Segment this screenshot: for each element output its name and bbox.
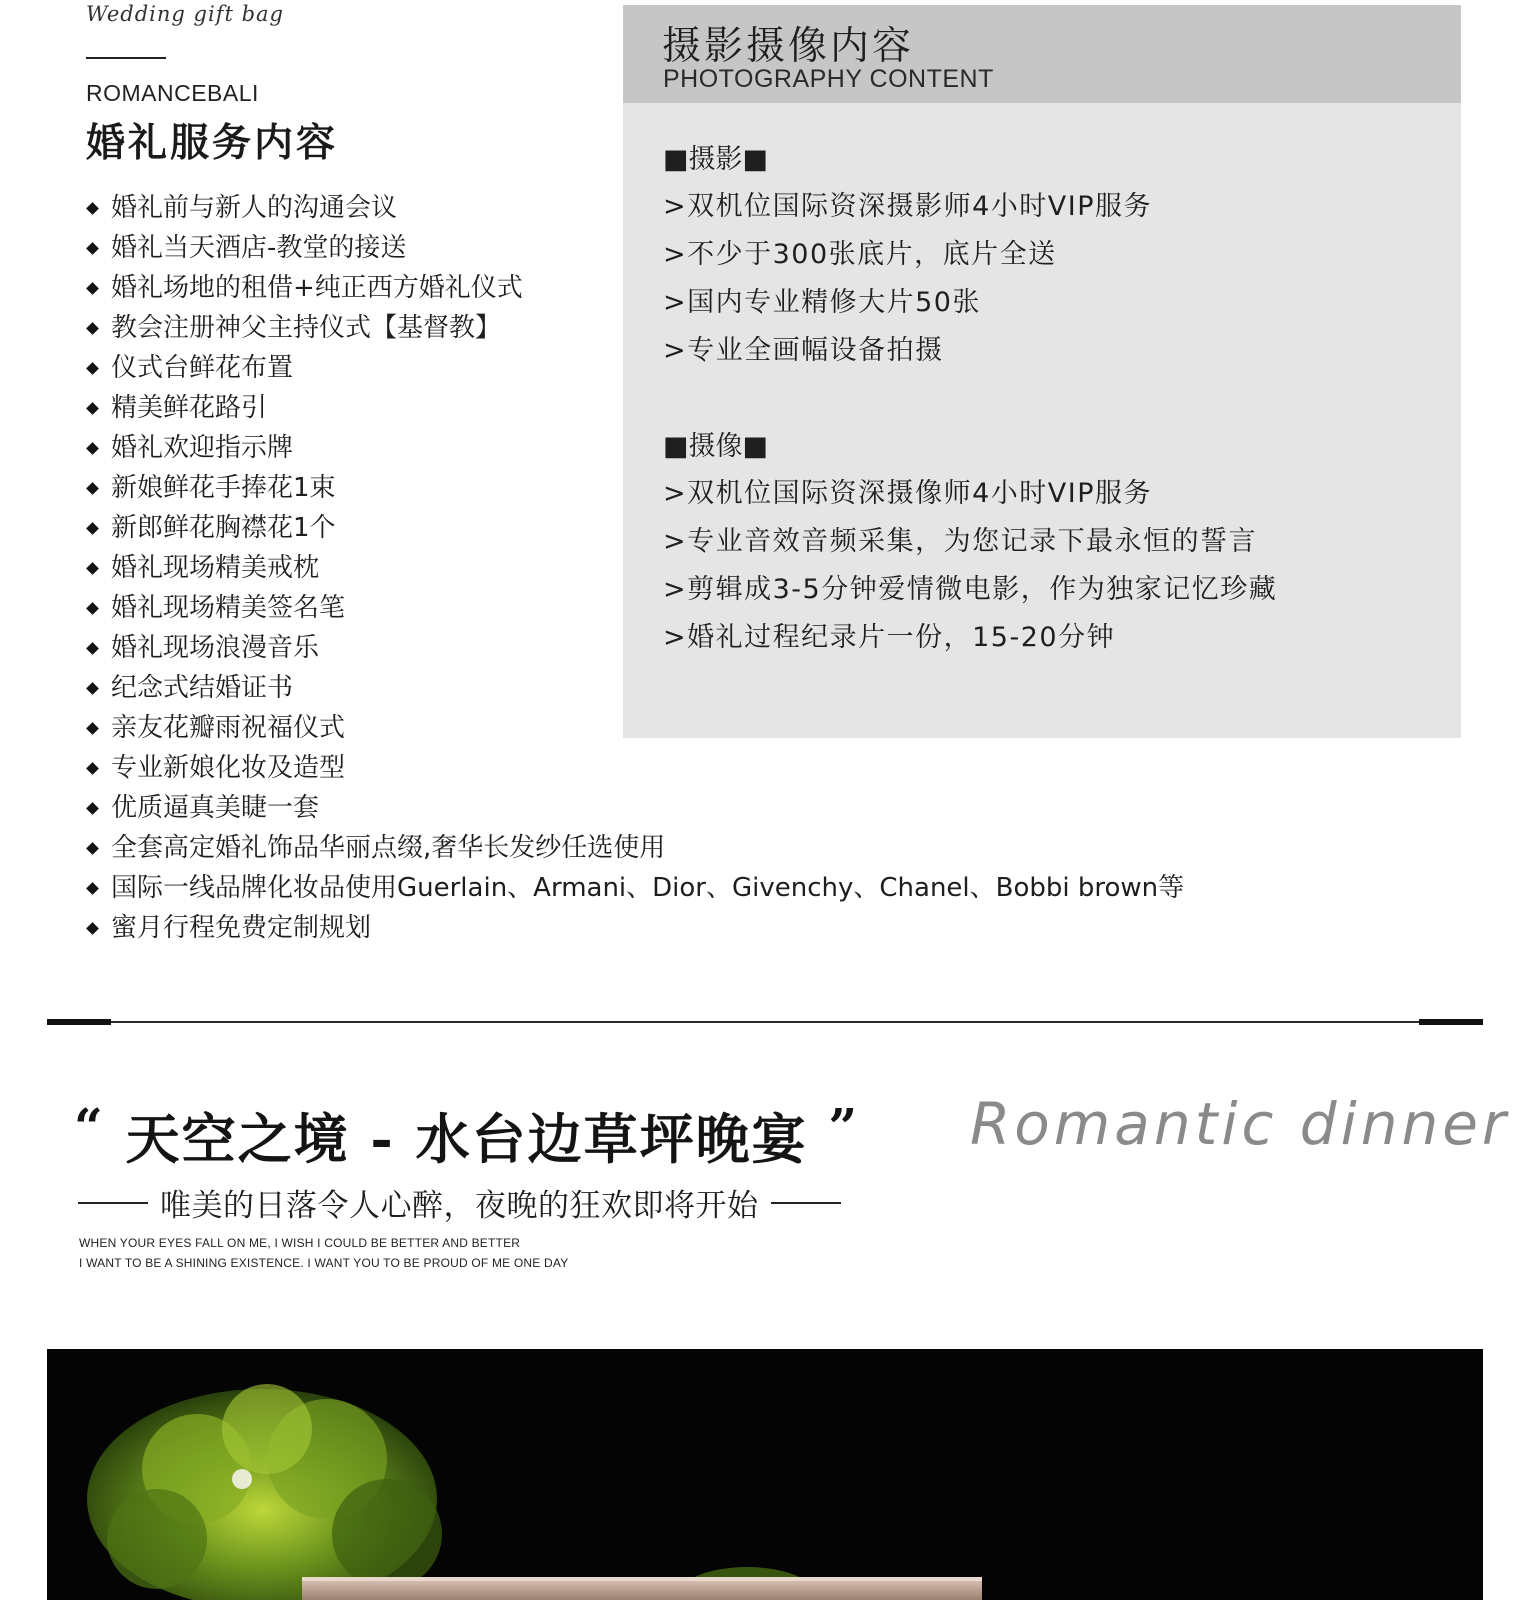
diamond-bullet-icon [86, 282, 99, 295]
videography-group [663, 423, 1277, 662]
service-text: 国际一线品牌化妆品使用Guerlain、Armani、Dior、Givenchy、Chanel、Bobbi brown等 [111, 873, 1185, 903]
service-text: 仪式台鲜花布置 [111, 353, 294, 383]
service-text: 婚礼当天酒店-教堂的接送 [111, 233, 407, 263]
night-venue-photo [47, 1349, 1483, 1600]
panel-header [623, 5, 1461, 103]
tagline-dash-left [78, 1202, 148, 1204]
service-text: 优质逼真美睫一套 [111, 793, 320, 823]
service-text: 新娘鲜花手捧花1束 [111, 473, 336, 503]
diamond-bullet-icon [86, 242, 99, 255]
service-text: 精美鲜花路引 [111, 393, 268, 423]
dinner-tagline [78, 1180, 841, 1225]
pavilion-roof [302, 1577, 982, 1600]
photography-item: >国内专业精修大片50张 [663, 287, 981, 318]
service-item [86, 828, 1336, 868]
diamond-bullet-icon [86, 522, 99, 535]
videography-list [663, 470, 1277, 662]
diamond-bullet-icon [86, 322, 99, 335]
diamond-bullet-icon [86, 642, 99, 655]
panel-title: 摄影摄像内容 [662, 24, 915, 69]
service-text: 婚礼欢迎指示牌 [111, 433, 294, 463]
diamond-bullet-icon [86, 202, 99, 215]
divider-cap-left [47, 1019, 111, 1025]
diamond-bullet-icon [86, 682, 99, 695]
tagline-text: 唯美的日落令人心醉，夜晚的狂欢即将开始 [160, 1188, 759, 1224]
videography-item: >双机位国际资深摄像师4小时VIP服务 [663, 478, 1153, 509]
service-text: 婚礼前与新人的沟通会议 [111, 193, 398, 223]
tagline-dash-right [771, 1202, 841, 1204]
service-text: 婚礼场地的租借+纯正西方婚礼仪式 [111, 273, 523, 303]
dinner-title [74, 1097, 859, 1174]
diamond-bullet-icon [86, 442, 99, 455]
photography-item: >双机位国际资深摄影师4小时VIP服务 [663, 191, 1153, 222]
service-item [86, 908, 1336, 948]
service-text: 婚礼现场浪漫音乐 [111, 633, 320, 663]
photography-item: >不少于300张底片，底片全送 [663, 239, 1057, 270]
diamond-bullet-icon [86, 402, 99, 415]
service-text: 全套高定婚礼饰品华丽点缀,奢华长发纱任选使用 [111, 833, 666, 863]
diamond-bullet-icon [86, 802, 99, 815]
photography-panel [623, 5, 1461, 738]
diamond-bullet-icon [86, 842, 99, 855]
dinner-title-text: 天空之境 - 水台边草坪晚宴 [125, 1107, 808, 1171]
videography-item: >婚礼过程纪录片一份，15-20分钟 [663, 622, 1116, 653]
brand-name: ROMANCEBALI [86, 80, 259, 106]
diamond-bullet-icon [86, 482, 99, 495]
service-item [86, 748, 1336, 788]
diamond-bullet-icon [86, 882, 99, 895]
videography-item: >专业音效音频采集，为您记录下最永恒的誓言 [663, 526, 1258, 557]
panel-subtitle: PHOTOGRAPHY CONTENT [663, 65, 994, 93]
diamond-bullet-icon [86, 562, 99, 575]
service-text: 婚礼现场精美签名笔 [111, 593, 346, 623]
photography-group [663, 136, 1152, 375]
diamond-bullet-icon [86, 722, 99, 735]
english-line-2: I WANT TO BE A SHINING EXISTENCE. I WANT YOU TO BE PROUD OF ME ONE DAY [79, 1256, 569, 1270]
service-text: 蜜月行程免费定制规划 [111, 913, 372, 943]
night-scene-illustration [47, 1349, 1483, 1600]
romantic-dinner-script: Romantic dinner [970, 1090, 1510, 1158]
diamond-bullet-icon [86, 362, 99, 375]
diamond-bullet-icon [86, 762, 99, 775]
videography-heading: ■摄像■ [663, 431, 769, 462]
service-text: 专业新娘化妆及造型 [111, 753, 346, 783]
script-title: Wedding gift bag [86, 2, 284, 26]
videography-item: >剪辑成3-5分钟爱情微电影，作为独家记忆珍藏 [663, 574, 1278, 605]
photography-list [663, 183, 1152, 375]
diamond-bullet-icon [86, 922, 99, 935]
service-item [86, 788, 1336, 828]
short-rule [86, 57, 166, 59]
service-text: 亲友花瓣雨祝福仪式 [111, 713, 346, 743]
open-quote: “ [74, 1097, 105, 1156]
service-text: 新郎鲜花胸襟花1个 [111, 513, 336, 543]
photography-heading: ■摄影■ [663, 144, 769, 175]
close-quote: ” [828, 1097, 860, 1156]
photography-item: >专业全画幅设备拍摄 [663, 335, 944, 366]
section-divider [47, 1021, 1483, 1023]
divider-cap-right [1419, 1019, 1483, 1025]
service-text: 教会注册神父主持仪式【基督教】 [111, 313, 502, 343]
service-item [86, 868, 1336, 908]
diamond-bullet-icon [86, 602, 99, 615]
service-text: 纪念式结婚证书 [111, 673, 294, 703]
service-text: 婚礼现场精美戒枕 [111, 553, 320, 583]
english-line-1: WHEN YOUR EYES FALL ON ME, I WISH I COULD BE BETTER AND BETTER [79, 1236, 521, 1250]
section-title: 婚礼服务内容 [86, 120, 339, 166]
